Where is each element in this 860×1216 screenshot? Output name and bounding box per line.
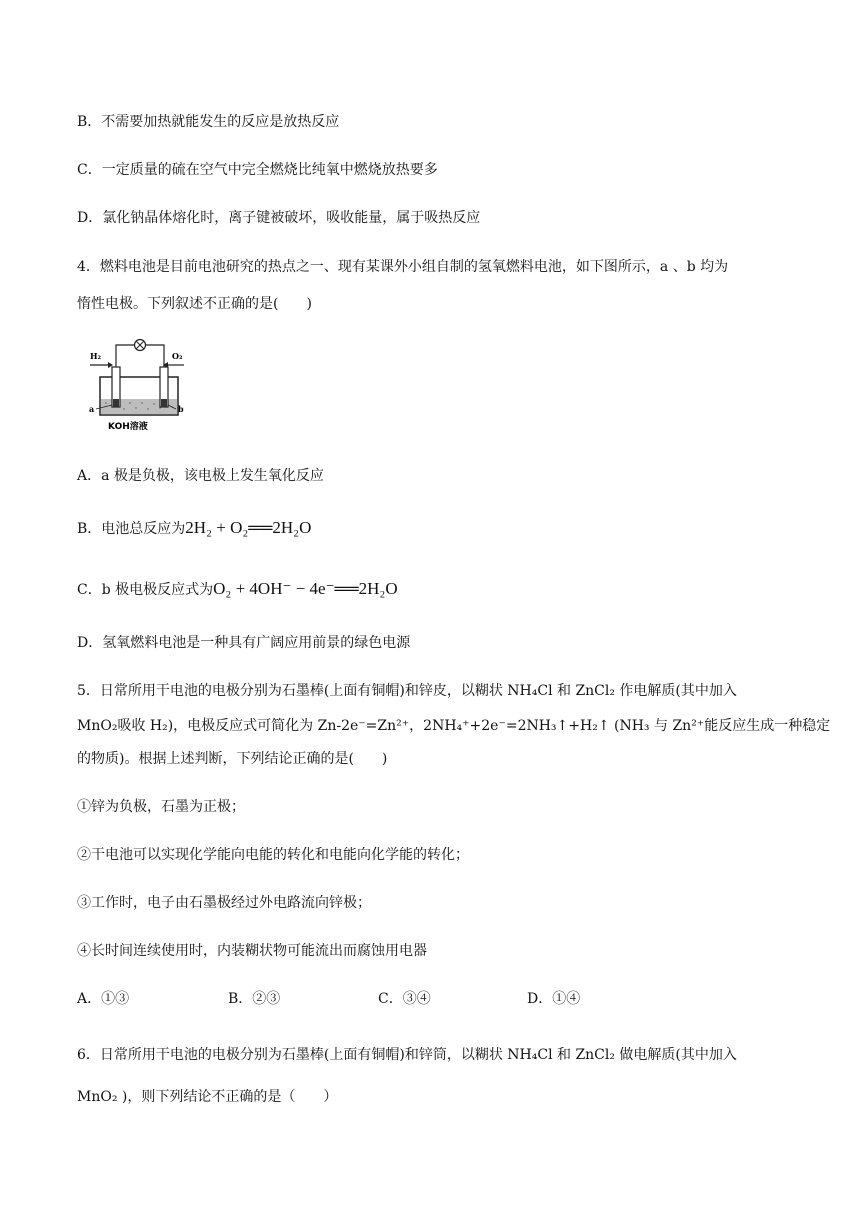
option-c-prefix: C．b 极电极反应式为	[77, 582, 214, 598]
question-5-statement-3: ③工作时，电子由石墨极经过外电路流向锌极；	[77, 895, 371, 911]
total-reaction-formula: 2H₂ + O₂══2H₂O	[185, 518, 312, 537]
question-5-option-c: C．③④	[378, 991, 431, 1007]
option-b-text: B．不需要加热就能发生的反应是放热反应	[77, 114, 340, 130]
question-4-option-d: D．氢氧燃料电池是一种具有广阔应用前景的绿色电源	[77, 635, 411, 651]
question-4-stem-line2: 惰性电极。下列叙述不正确的是( )	[77, 296, 312, 312]
question-4-stem-line1: 4．燃料电池是目前电池研究的热点之一、现有某课外小组自制的氢氧燃料电池，如下图所示，a 、b 均为	[77, 259, 729, 275]
o2-label: O₂	[172, 351, 183, 361]
question-6-stem-line2: MnO₂ )，则下列结论不正确的是（ ）	[77, 1089, 338, 1105]
electrode-a-label: a	[89, 404, 95, 414]
question-5-stem-line1: 5．日常所用干电池的电极分别为石墨棒(上面有铜帽)和锌皮，以糊状 NH₄Cl 和 ZnCl₂ 作电解质(其中加入	[77, 683, 737, 699]
h2-label: H₂	[90, 351, 102, 361]
fuel-cell-diagram	[88, 337, 188, 433]
option-b-prefix: B．电池总反应为	[77, 521, 186, 537]
option-d-text: D．氯化钠晶体熔化时，离子键被破坏，吸收能量，属于吸热反应	[77, 210, 481, 226]
question-4-option-b	[77, 518, 311, 539]
question-4-option-c	[77, 579, 398, 600]
question-5-statement-1: ①锌为负极，石墨为正极；	[77, 799, 245, 815]
electrode-b-label: b	[178, 404, 184, 414]
question-5-option-b: B．②③	[228, 991, 281, 1007]
question-5-option-a: A．①③	[77, 991, 130, 1007]
question-5-stem-line3: 的物质)。根据上述判断，下列结论正确的是( )	[77, 751, 388, 767]
question-5-stem-line2: MnO₂吸收 H₂)，电极反应式可简化为 Zn-2e⁻=Zn²⁺，2NH₄⁺+2e⁻=2NH₃↑+H₂↑ (NH₃ 与 Zn²⁺能反应生成一种稳定	[77, 718, 831, 734]
option-c-text: C．一定质量的硫在空气中完全燃烧比纯氧中燃烧放热要多	[77, 162, 438, 178]
koh-solution-label: KOH溶液	[108, 422, 148, 432]
question-6-stem-line1: 6．日常所用干电池的电极分别为石墨棒(上面有铜帽)和锌筒，以糊状 NH₄Cl 和 ZnCl₂ 做电解质(其中加入	[77, 1047, 737, 1063]
b-electrode-formula: O₂ + 4OH⁻ − 4e⁻══2H₂O	[213, 579, 398, 598]
question-5-statement-2: ②干电池可以实现化学能向电能的转化和电能向化学能的转化；	[77, 847, 469, 863]
question-5-option-d: D．①④	[527, 991, 581, 1007]
question-5-statement-4: ④长时间连续使用时，内装糊状物可能流出而腐蚀用电器	[77, 943, 427, 959]
question-4-option-a: A．a 极是负极，该电极上发生氧化反应	[77, 468, 324, 484]
